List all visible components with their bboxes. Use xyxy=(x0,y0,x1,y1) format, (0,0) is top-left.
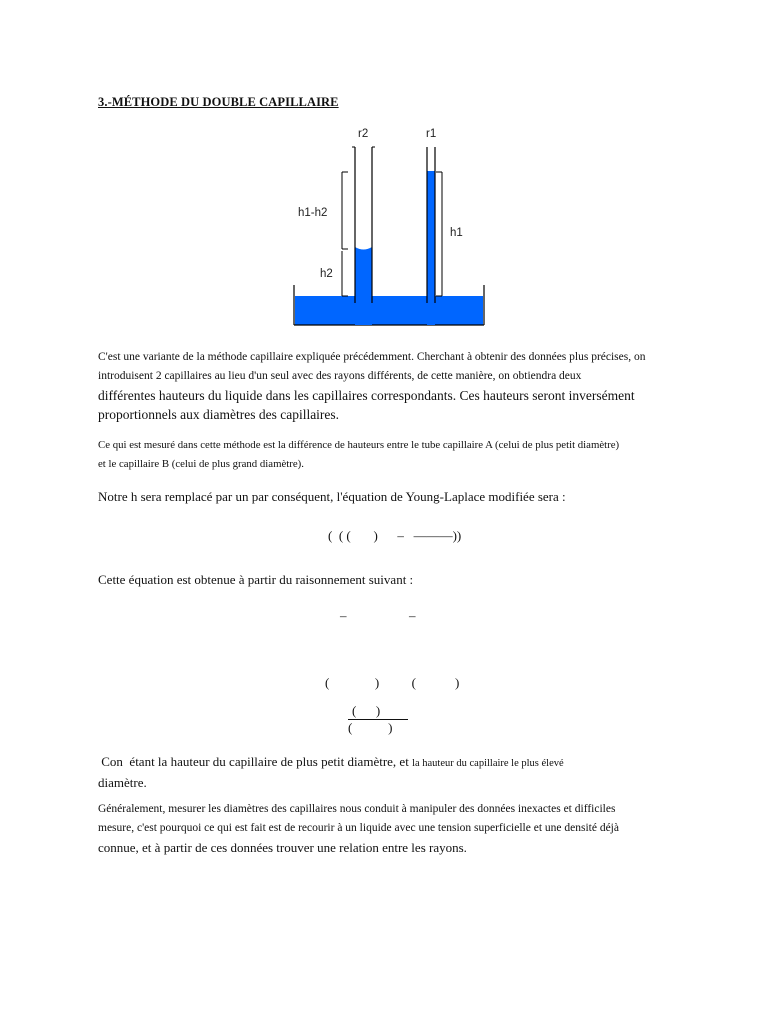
equation-4-denominator: ( ) xyxy=(348,720,393,735)
equation-young-laplace: ( ( ( ) – ———)) xyxy=(328,528,462,543)
equation-2-right: – xyxy=(409,608,416,623)
intro-line-2: introduisent 2 capillaires au lieu d'un seul avec des rayons différents, de cette manière, on obtiendra deux xyxy=(98,370,582,382)
equation-2-left: – xyxy=(340,608,347,623)
intro-line-4: proportionnels aux diamètres des capillaires. xyxy=(98,407,340,422)
tube-r2-liquid xyxy=(355,250,372,325)
equation-4-numerator: ( ) xyxy=(352,703,381,718)
container-liquid xyxy=(295,296,483,325)
label-h2: h2 xyxy=(320,268,333,280)
measured-line-1: Ce qui est mesuré dans cette méthode est la différence de hauteurs entre le tube capillaire A (celui de plus petit diamètre) xyxy=(98,439,620,451)
generally-paragraph xyxy=(98,800,678,857)
conclusion-line-1 xyxy=(98,752,678,773)
intro-paragraph xyxy=(98,348,678,424)
label-r1: r1 xyxy=(426,128,437,140)
intro-line-3: différentes hauteurs du liquide dans les capillaires correspondants. Ces hauteurs seront inversément xyxy=(98,388,635,403)
generally-line-3: connue, et à partir de ces données trouver une relation entre les rayons. xyxy=(98,840,467,855)
generally-line-2: mesure, c'est pourquoi ce qui est fait est de recourir à un liquide avec une tension superficielle et une densité déjà xyxy=(98,822,619,834)
generally-line-1: Généralement, mesurer les diamètres des capillaires nous conduit à manipuler des données inexactes et difficiles xyxy=(98,803,616,815)
intro-line-1: C'est une variante de la méthode capillaire expliquée précédemment. Cherchant à obtenir des données plus précises, on xyxy=(98,351,646,363)
label-h1: h1 xyxy=(450,227,463,239)
section-title: 3.-MÉTHODE DU DOUBLE CAPILLAIRE xyxy=(98,95,339,109)
conclusion-line-2: diamètre. xyxy=(98,775,147,790)
measured-paragraph xyxy=(98,436,698,474)
label-h1-h2: h1-h2 xyxy=(298,207,328,219)
conclusion-paragraph xyxy=(98,752,678,792)
label-r2: r2 xyxy=(358,128,369,140)
equation-3: ( ) ( ) xyxy=(325,675,460,690)
derivation-sentence: Cette équation est obtenue à partir du raisonnement suivant : xyxy=(98,572,414,587)
double-capillary-diagram xyxy=(290,125,490,330)
tube-r1-liquid xyxy=(427,171,435,325)
conclusion-part-1: Con étant la hauteur du capillaire de plus petit diamètre, et xyxy=(98,754,413,769)
measured-line-2: et le capillaire B (celui de plus grand diamètre). xyxy=(98,458,304,470)
equation-4-fraction xyxy=(348,703,408,736)
conclusion-part-2: la hauteur du capillaire le plus élevé xyxy=(412,758,564,769)
replacement-sentence: Notre h sera remplacé par un par conséquent, l'équation de Young-Laplace modifiée sera : xyxy=(98,489,566,504)
